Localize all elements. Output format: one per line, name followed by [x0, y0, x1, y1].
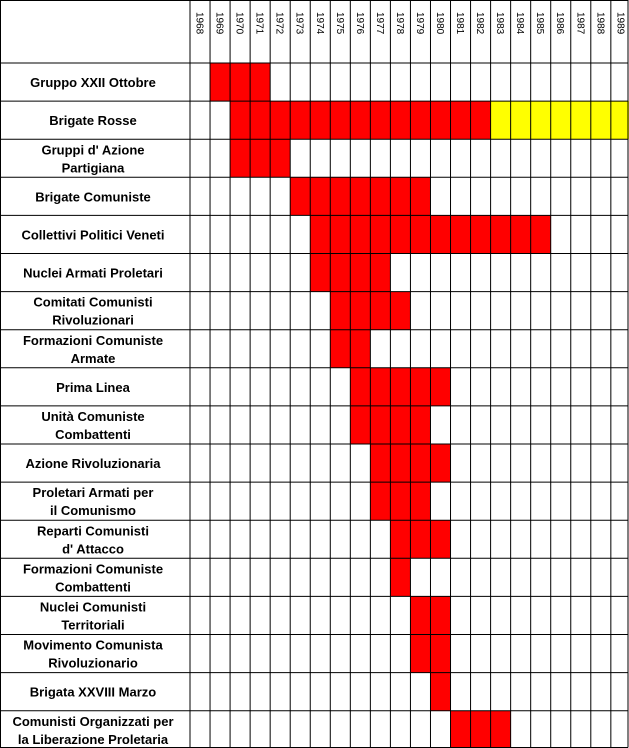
active-year-cell [430, 596, 450, 634]
group-label: Brigate Comuniste [35, 189, 151, 205]
active-year-cell [430, 215, 450, 253]
group-label: Reparti Comunisti d' Attacco [37, 523, 149, 557]
active-year-cell [350, 368, 370, 406]
active-year-cell [390, 101, 410, 139]
active-year-cell [270, 101, 290, 139]
active-year-cell [370, 444, 390, 482]
active-year-cell [370, 254, 390, 292]
group-label: Azione Rivoluzionaria [25, 456, 161, 472]
active-year-cell [410, 101, 430, 139]
secondary-year-cell [571, 101, 591, 139]
group-label: Gruppi d' Azione Partigiana [41, 142, 145, 176]
year-label: 1985 [534, 12, 546, 35]
group-label: Comunisti Organizzati per la Liberazione Proletaria [12, 713, 174, 747]
secondary-year-cell [551, 101, 571, 139]
active-year-cell [410, 520, 430, 558]
group-label: Proletari Armati per il Comunismo [32, 485, 154, 519]
active-year-cell [210, 63, 230, 101]
active-year-cell [330, 101, 350, 139]
secondary-year-cell [531, 101, 551, 139]
year-label: 1979 [413, 12, 425, 35]
active-year-cell [531, 215, 551, 253]
group-label: Unità Comuniste Combattenti [41, 408, 145, 442]
active-year-cell [491, 711, 511, 748]
active-year-cell [511, 215, 531, 253]
active-year-cell [410, 596, 430, 634]
active-year-cell [390, 368, 410, 406]
active-year-cell [471, 711, 491, 748]
active-year-cell [410, 482, 430, 520]
year-label: 1974 [313, 12, 325, 35]
active-year-cell [370, 368, 390, 406]
active-year-cell [390, 177, 410, 215]
year-label: 1972 [273, 12, 285, 35]
active-year-cell [410, 368, 430, 406]
group-label: Brigata XXVIII Marzo [29, 684, 157, 700]
active-year-cell [250, 139, 270, 177]
group-label: Brigate Rosse [49, 113, 137, 129]
year-label: 1976 [353, 12, 365, 35]
year-label: 1978 [393, 12, 405, 35]
active-year-cell [250, 63, 270, 101]
active-year-cell [430, 101, 450, 139]
active-year-cell [290, 101, 310, 139]
active-year-cell [370, 482, 390, 520]
secondary-year-cell [611, 101, 629, 139]
active-year-cell [410, 215, 430, 253]
secondary-year-cell [591, 101, 611, 139]
year-label: 1984 [514, 12, 526, 35]
active-year-cell [410, 406, 430, 444]
active-year-cell [451, 711, 471, 748]
active-year-cell [390, 444, 410, 482]
active-year-cell [270, 139, 290, 177]
active-year-cell [350, 215, 370, 253]
year-label: 1968 [193, 12, 205, 35]
group-label: Formazioni Comuniste Combattenti [22, 561, 164, 595]
group-label: Gruppo XXII Ottobre [30, 75, 156, 91]
year-label: 1982 [474, 12, 486, 35]
active-year-cell [390, 215, 410, 253]
active-year-cell [310, 177, 330, 215]
active-year-cell [350, 406, 370, 444]
active-year-cell [370, 101, 390, 139]
active-year-cell [310, 254, 330, 292]
active-year-cell [451, 215, 471, 253]
active-year-cell [430, 444, 450, 482]
active-year-cell [471, 215, 491, 253]
group-label: Nuclei Armati Proletari [23, 265, 163, 281]
active-year-cell [330, 177, 350, 215]
year-label: 1989 [614, 12, 626, 35]
active-year-cell [230, 139, 250, 177]
active-year-cell [390, 406, 410, 444]
active-year-cell [390, 292, 410, 330]
group-label: Comitati Comunisti Rivoluzionari [33, 294, 153, 328]
active-year-cell [430, 368, 450, 406]
active-year-cell [430, 635, 450, 673]
active-year-cell [430, 673, 450, 711]
active-year-cell [451, 101, 471, 139]
group-label: Movimento Comunista Rivoluzionario [23, 637, 163, 671]
active-year-cell [390, 482, 410, 520]
active-year-cell [430, 520, 450, 558]
year-label: 1986 [554, 12, 566, 35]
active-year-cell [390, 520, 410, 558]
active-year-cell [370, 215, 390, 253]
year-label: 1987 [574, 12, 586, 35]
year-label: 1970 [233, 12, 245, 35]
year-label: 1973 [293, 12, 305, 35]
active-year-cell [370, 177, 390, 215]
group-label: Collettivi Politici Veneti [21, 227, 165, 243]
year-label: 1977 [373, 12, 385, 35]
secondary-year-cell [511, 101, 531, 139]
active-year-cell [350, 292, 370, 330]
active-year-cell [310, 215, 330, 253]
active-year-cell [230, 63, 250, 101]
active-year-cell [250, 101, 270, 139]
group-label: Prima Linea [56, 379, 130, 395]
year-label: 1983 [494, 12, 506, 35]
active-year-cell [410, 635, 430, 673]
active-year-cell [410, 444, 430, 482]
year-label: 1975 [333, 12, 345, 35]
active-year-cell [330, 330, 350, 368]
year-label: 1988 [594, 12, 606, 35]
active-year-cell [370, 406, 390, 444]
active-year-cell [350, 254, 370, 292]
active-year-cell [290, 177, 310, 215]
active-year-cell [310, 101, 330, 139]
active-year-cell [330, 292, 350, 330]
active-year-cell [330, 215, 350, 253]
group-label: Formazioni Comuniste Armate [22, 332, 164, 366]
active-year-cell [410, 177, 430, 215]
active-year-cell [370, 292, 390, 330]
year-label: 1980 [434, 12, 445, 35]
active-year-cell [471, 101, 491, 139]
year-label: 1981 [454, 12, 466, 35]
secondary-year-cell [491, 101, 511, 139]
active-year-cell [390, 558, 410, 596]
year-label: 1969 [213, 12, 225, 35]
active-year-cell [491, 215, 511, 253]
active-year-cell [330, 254, 350, 292]
active-year-cell [350, 101, 370, 139]
active-year-cell [230, 101, 250, 139]
group-label: Nuclei Comunisti Territoriali [39, 599, 147, 633]
year-label: 1971 [253, 12, 265, 35]
active-year-cell [350, 330, 370, 368]
active-year-cell [350, 177, 370, 215]
